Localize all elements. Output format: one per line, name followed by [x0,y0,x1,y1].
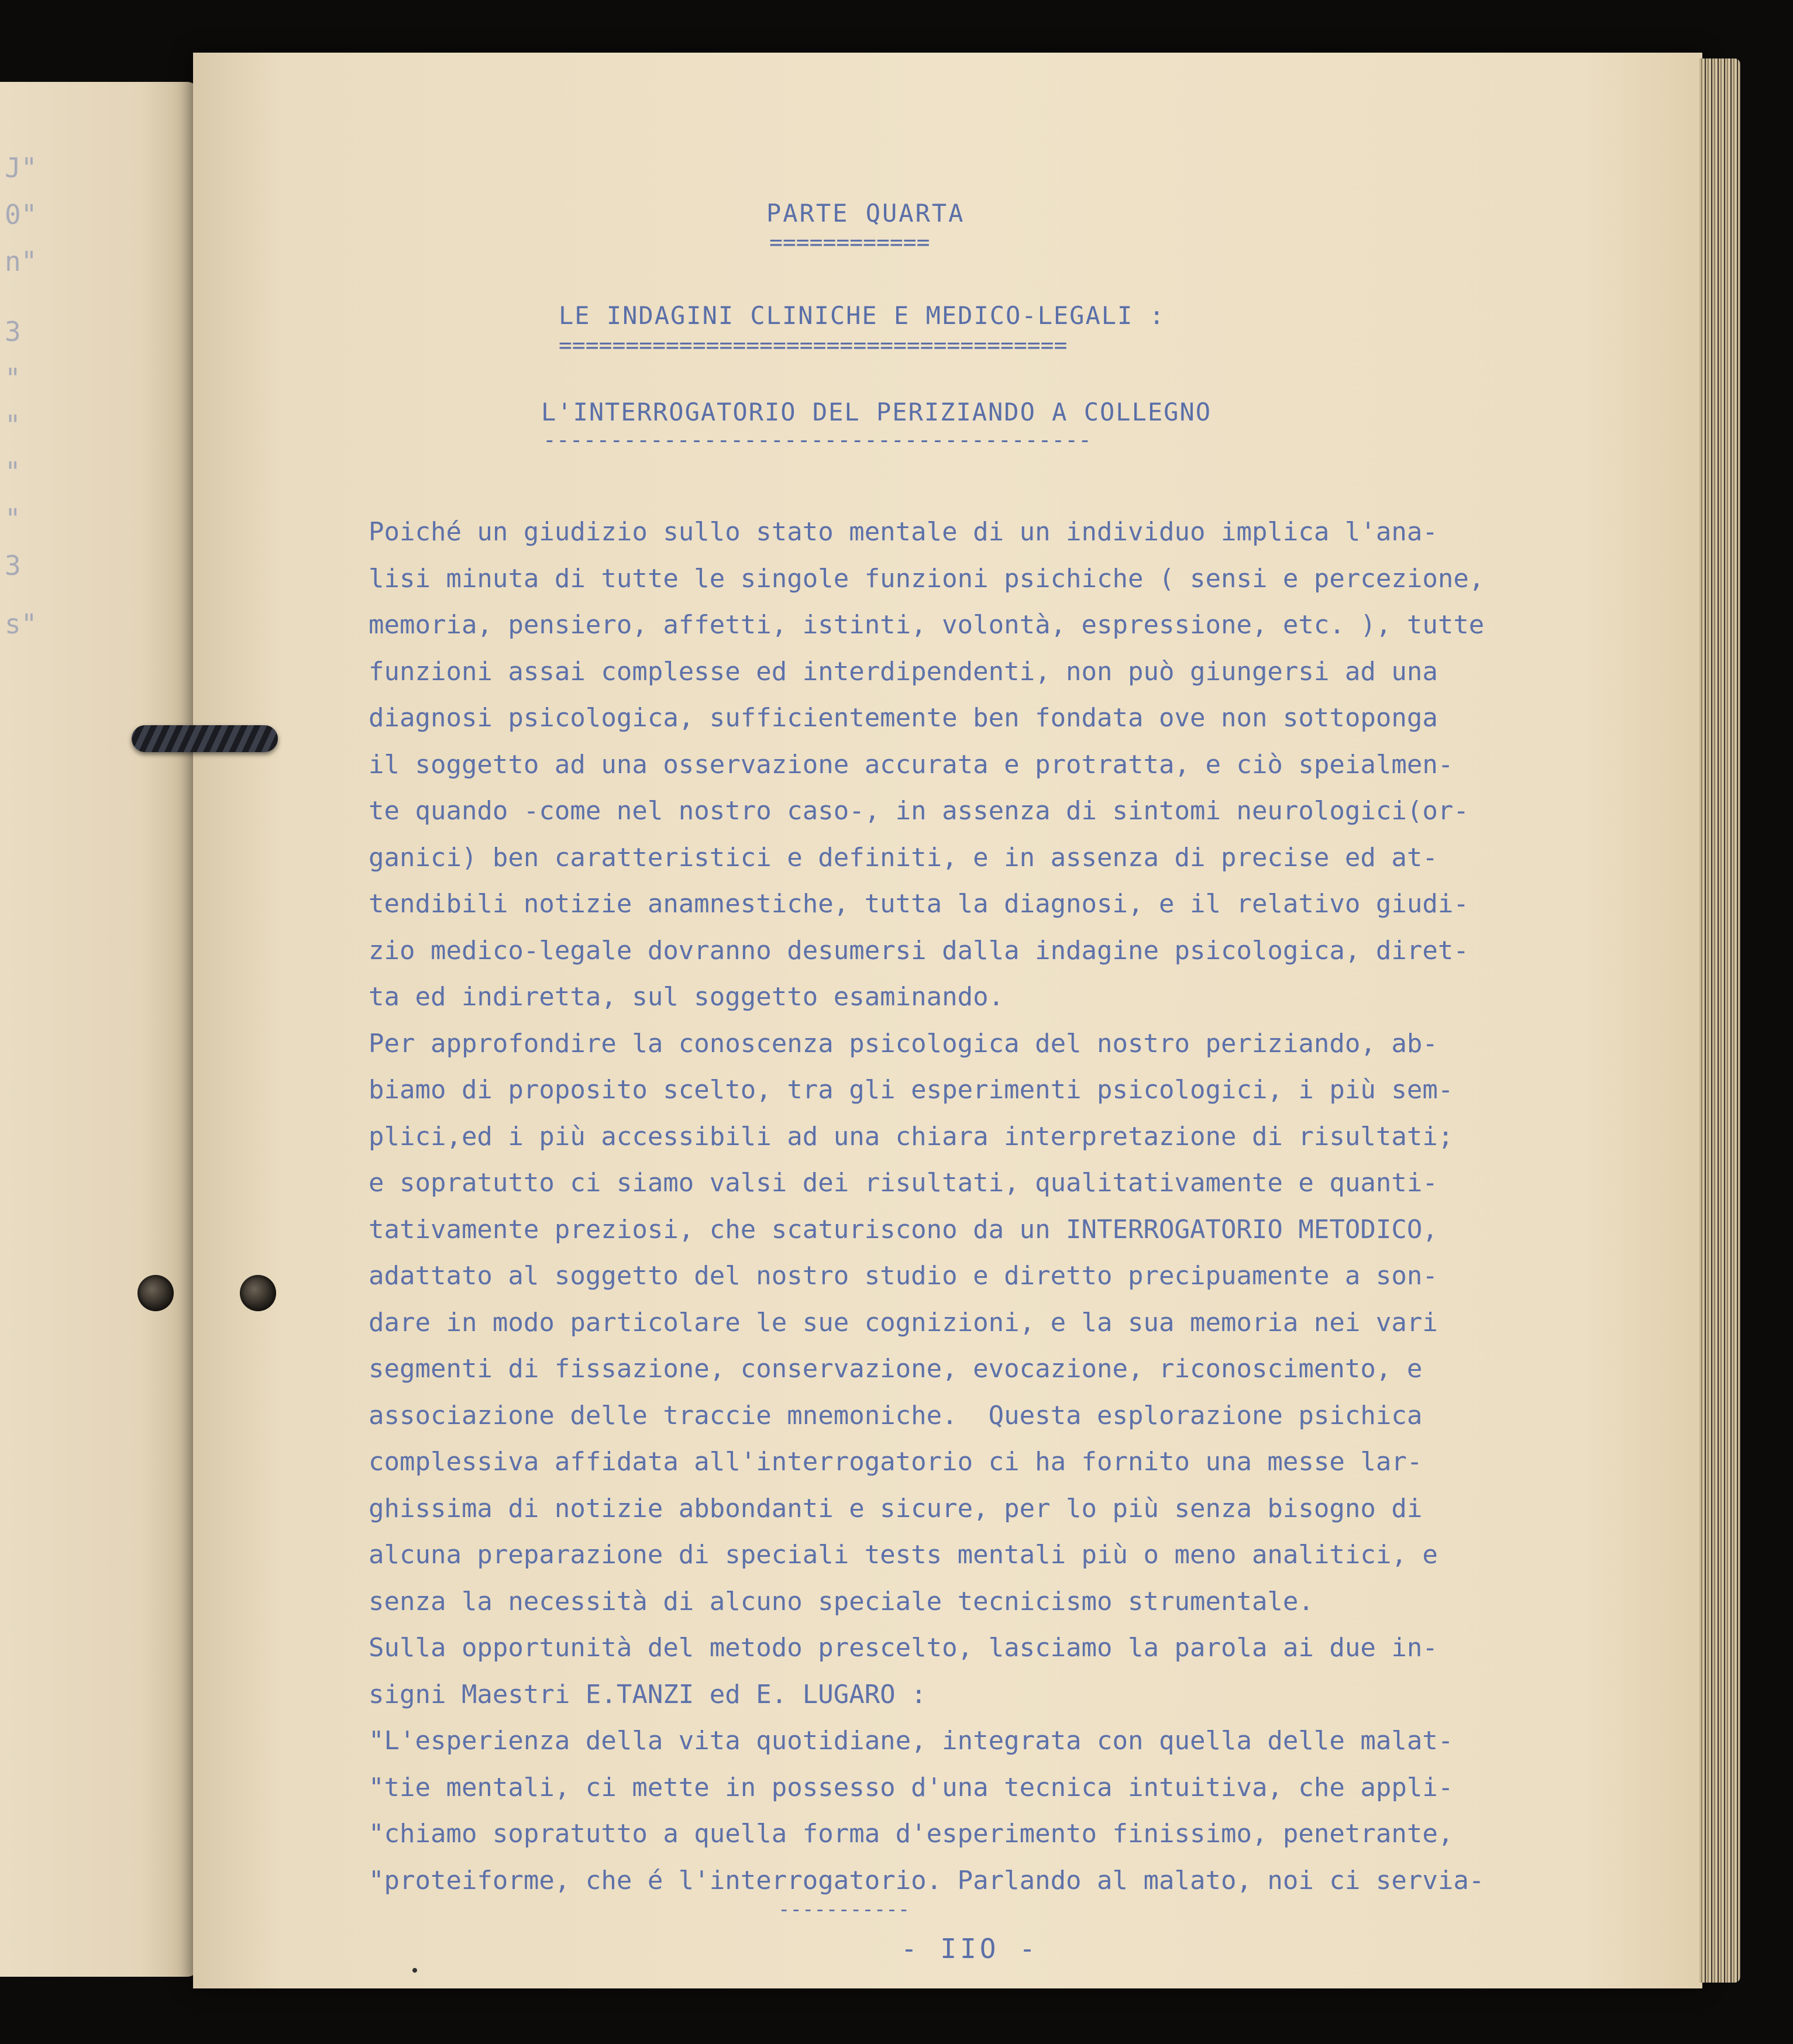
body-line: dare in modo particolare le sue cognizioni, e la sua memoria nei vari [369,1307,1438,1338]
body-line: "tie mentali, ci mette in possesso d'una tecnica intuitiva, che appli- [369,1772,1454,1802]
body-line: signi Maestri E.TANZI ed E. LUGARO : [369,1679,927,1709]
body-line: "proteiforme, che é l'interrogatorio. Parlando al malato, noi ci servia- [369,1865,1485,1895]
binding-string [132,725,278,752]
body-line: il soggetto ad una osservazione accurata e protratta, e ciò speialmen- [369,749,1454,780]
punch-hole-left [137,1275,174,1311]
footnote-separator: ----------- [778,1898,910,1921]
body-line: funzioni assai complesse ed interdipendenti, non può giungersi ad una [369,656,1438,687]
page-stack-edges [1699,58,1740,1983]
body-line: tativamente preziosi, che scaturiscono da un INTERROGATORIO METODICO, [369,1214,1438,1245]
body-line: ghissima di notizie abbondanti e sicure, per lo più senza bisogno di [369,1493,1423,1523]
left-page-mark: n" [5,246,37,277]
body-line: alcuna preparazione di speciali tests mentali più o meno analitici, e [369,1540,1438,1570]
left-page-mark: 0" [5,199,37,230]
body-line: lisi minuta di tutte le singole funzioni psichiche ( sensi e percezione, [369,563,1485,594]
left-page-mark: 3 [5,550,21,581]
body-text [369,509,1656,1904]
body-line: plici,ed i più accessibili ad una chiara interpretazione di risultati; [369,1121,1454,1152]
body-line: diagnosi psicologica, sufficientemente ben fondata ove non sottoponga [369,703,1438,733]
section-title: LE INDAGINI CLINICHE E MEDICO-LEGALI : [559,301,1165,330]
part-title: PARTE QUARTA [766,199,965,228]
page-number: - IIO - [901,1933,1039,1964]
ink-dot [412,1968,417,1973]
subsection-title: L'INTERROGATORIO DEL PERIZIANDO A COLLEGNO [541,398,1212,426]
body-line: biamo di proposito scelto, tra gli esperimenti psicologici, i più sem- [369,1075,1454,1105]
left-page-mark: " [5,363,21,394]
punch-hole-right [240,1275,276,1311]
body-line: adattato al soggetto del nostro studio e diretto precipuamente a son- [369,1261,1438,1291]
body-line: Sulla opportunità del metodo prescelto, lasciamo la parola ai due in- [369,1633,1438,1663]
body-line: e sopratutto ci siamo valsi dei risultati, qualitativamente e quanti- [369,1168,1438,1198]
body-line: "chiamo sopratutto a quella forma d'esperimento finissimo, penetrante, [369,1819,1454,1849]
section-title-underline: ====================================== [559,332,1068,358]
body-line: senza la necessità di alcuno speciale tecnicismo strumentale. [369,1586,1314,1616]
body-line: associazione delle traccie mnemoniche. Questa esplorazione psichica [369,1400,1423,1431]
body-line: Per approfondire la conoscenza psicologica del nostro periziando, ab- [369,1028,1438,1059]
left-page-mark: " [5,456,21,488]
left-page-mark: J" [5,152,37,184]
previous-page-edge [0,82,199,1977]
subsection-title-underline: ----------------------------------------- [543,427,1092,453]
body-line: zio medico-legale dovranno desumersi dalla indagine psicologica, diret- [369,935,1469,966]
body-line: te quando -come nel nostro caso-, in assenza di sintomi neurologici(or- [369,796,1469,826]
body-line: ganici) ben caratteristici e definiti, e in assenza di precise ed at- [369,842,1438,873]
left-page-mark: 3 [5,316,21,347]
body-line: complessiva affidata all'interrogatorio ci ha fornito una messe lar- [369,1447,1423,1477]
body-line: segmenti di fissazione, conservazione, evocazione, riconoscimento, e [369,1354,1423,1384]
body-line: "L'esperienza della vita quotidiane, integrata con quella delle malat- [369,1726,1454,1756]
body-line: ta ed indiretta, sul soggetto esaminando. [369,982,1004,1012]
left-page-mark: " [5,503,21,535]
body-line: memoria, pensiero, affetti, istinti, volontà, espressione, etc. ), tutte [369,610,1485,640]
part-title-underline: ============ [769,229,930,255]
left-page-mark: " [5,409,21,441]
body-line: tendibili notizie anamnestiche, tutta la diagnosi, e il relativo giudi- [369,889,1469,919]
left-page-mark: s" [5,608,37,640]
body-line: Poiché un giudizio sullo stato mentale di un individuo implica l'ana- [369,517,1438,547]
